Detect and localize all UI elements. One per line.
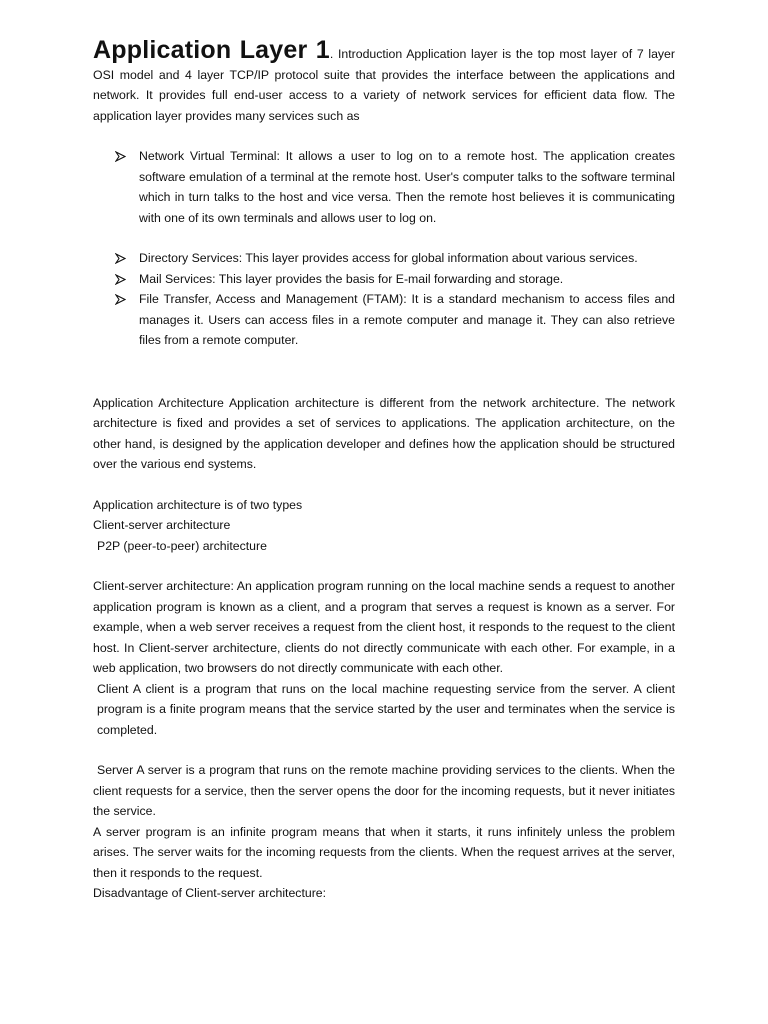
list-item	[93, 248, 675, 269]
client-paragraph: Client A client is a program that runs on the local machine requesting service from the server. A client program is a finite program means that the service started by the user and terminates when the service is completed.	[97, 681, 675, 737]
architecture-types-heading: Application architecture is of two types	[93, 497, 303, 512]
intro-text: . Introduction Application layer is the top most layer of 7 layer OSI model and 4 layer TCP/IP protocol suite that provides the interface between the applications and network. It provides full end-user access to a variety of network services for efficient data flow. The application layer provides many services such as	[93, 47, 675, 123]
document-page	[93, 36, 675, 904]
document-title: Application Layer 1	[93, 36, 330, 64]
list-item	[93, 269, 675, 290]
server-text: Server A server is a program that runs on the remote machine providing services to the clients. When the client requests for a service, then the server opens the door for the incoming requests, but it never initiates the service.	[93, 763, 675, 818]
list-item	[93, 289, 675, 351]
services-list-2	[93, 248, 675, 351]
list-item	[93, 146, 675, 228]
service-directory: Directory Services: This layer provides access for global information about various services.	[139, 251, 638, 265]
service-mail: Mail Services: This layer provides the basis for E-mail forwarding and storage.	[139, 271, 564, 286]
client-server-paragraph: Client-server architecture: An application program running on the local machine sends a request to another application program is known as a client, and a program that serves a request is known as a server. For example, when a web server receives a request from the client host, it responds to the request to the client host. In Client-server architecture, clients do not directly communicate with each other. For example, in a web application, two browsers do not directly communicate with each other.	[93, 579, 675, 675]
architecture-type-client-server: Client-server architecture	[93, 518, 231, 532]
arrow-bullet-icon	[115, 274, 126, 285]
disadvantage-heading: Disadvantage of Client-server architecture:	[93, 886, 327, 900]
services-list	[93, 146, 675, 228]
server-paragraph	[93, 760, 675, 822]
arrow-bullet-icon	[115, 253, 126, 264]
architecture-type-p2p: P2P (peer-to-peer) architecture	[97, 538, 267, 553]
intro-paragraph	[93, 36, 675, 126]
service-ftam: File Transfer, Access and Management (FTAM): It is a standard mechanism to access files and manages it. Users can access files in a remote computer and manage it. They can also retrieve files from a remote computer.	[139, 292, 675, 347]
service-nvt: Network Virtual Terminal: It allows a user to log on to a remote host. The application creates software emulation of a terminal at the remote host. User's computer talks to the software terminal which in turn talks to the host and vice versa. Then the remote host believes it is communicating with one of its own terminals and allows user to log on.	[139, 149, 675, 225]
server-program-paragraph: A server program is an infinite program means that when it starts, it runs infinitely unless the problem arises. The server waits for the incoming requests from the clients. When the request arrives at the server, then it responds to the request.	[93, 824, 675, 880]
arrow-bullet-icon	[115, 294, 126, 305]
arrow-bullet-icon	[115, 151, 126, 162]
architecture-paragraph: Application Architecture Application architecture is different from the network architecture. The network architecture is fixed and provides a set of services to applications. The application architecture, on the other hand, is designed by the application developer and defines how the application should be structured over the various end systems.	[93, 395, 675, 471]
